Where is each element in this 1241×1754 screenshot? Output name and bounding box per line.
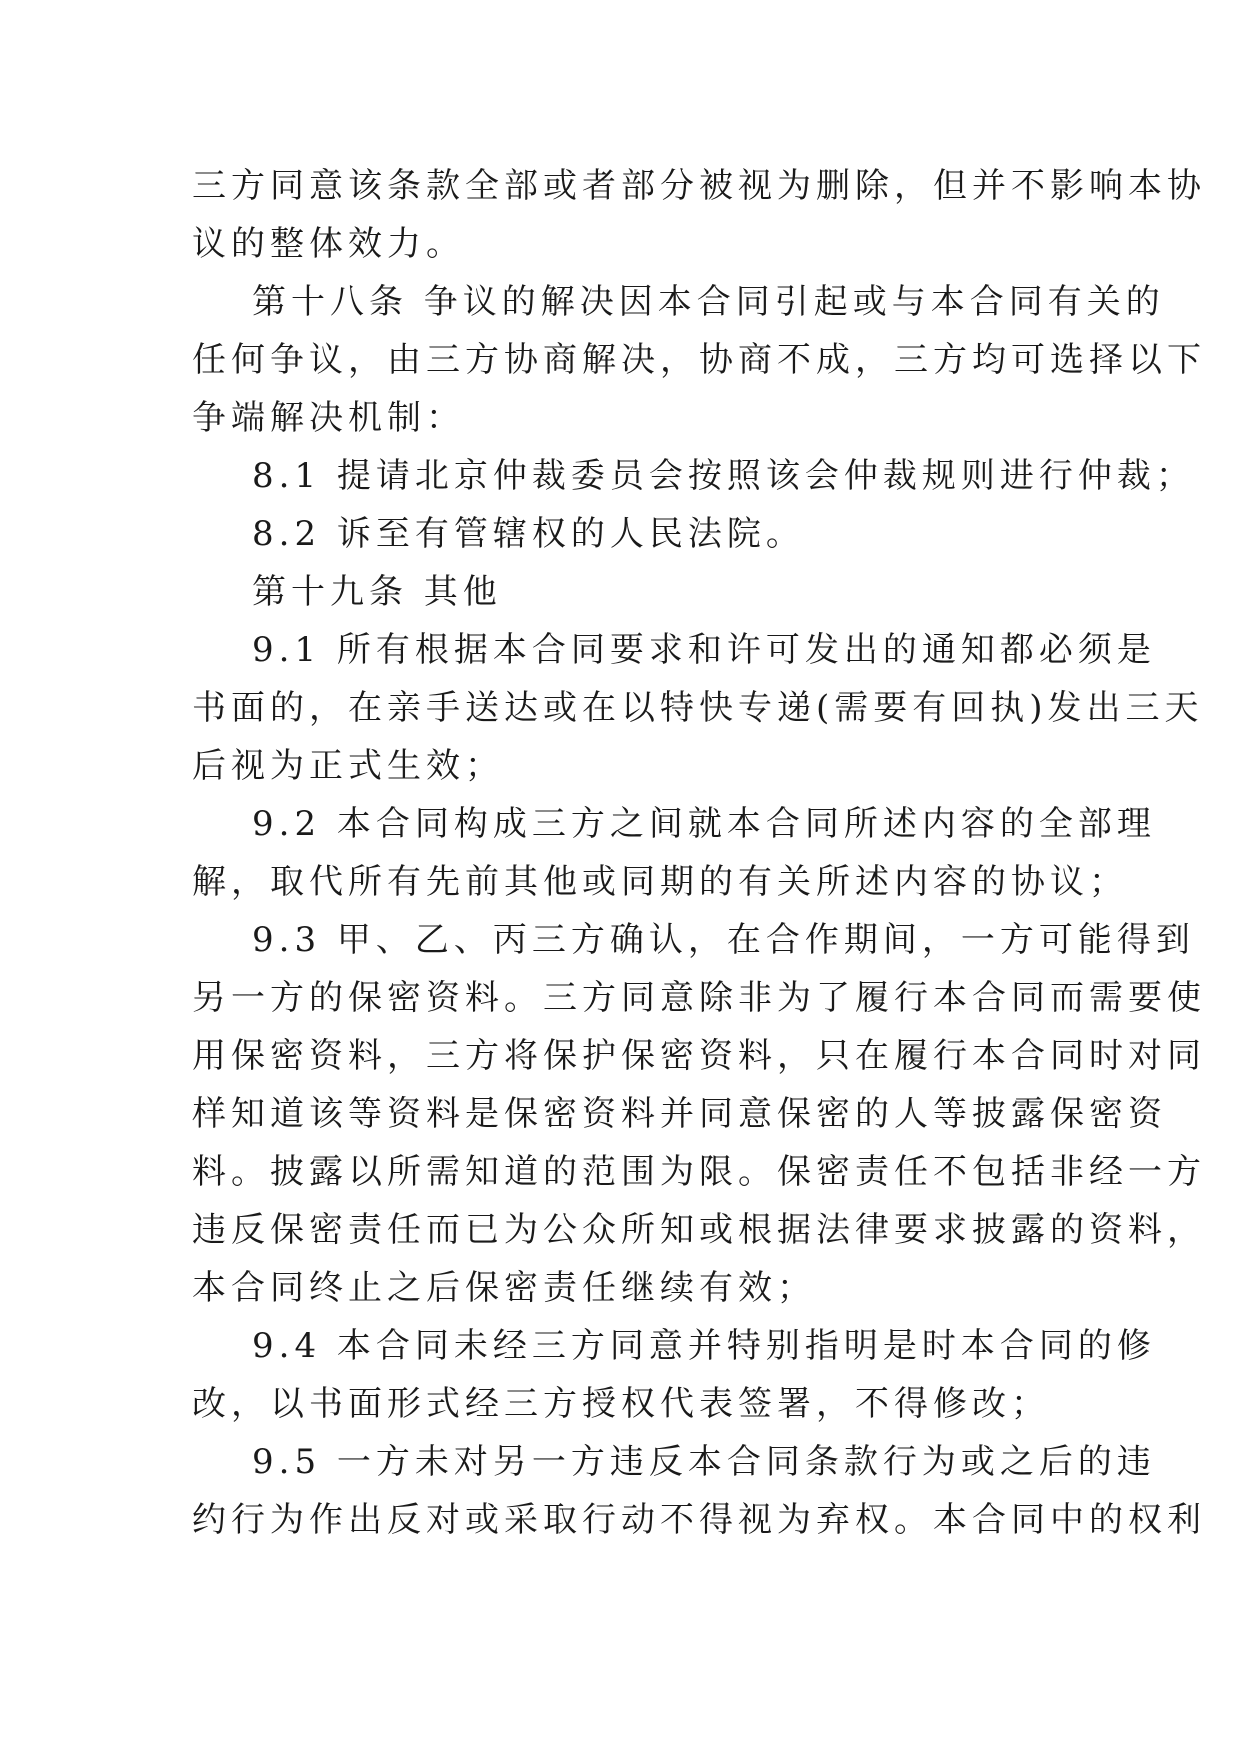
clause-8-1-line: 8.1 提请北京仲裁委员会按照该会仲裁规则进行仲裁； — [252, 456, 1195, 496]
body-text-line: 三方同意该条款全部或者部分被视为删除，但并不影响本协 — [192, 166, 1206, 206]
body-text-line: 改，以书面形式经三方授权代表签署，不得修改； — [192, 1384, 1050, 1424]
body-text-line: 争端解决机制： — [192, 398, 465, 438]
body-text-line: 本合同终止之后保密责任继续有效； — [192, 1268, 816, 1308]
clause-8-2-line: 8.2 诉至有管辖权的人民法院。 — [252, 514, 805, 554]
body-text-line: 约行为作出反对或采取行动不得视为弃权。本合同中的权利 — [192, 1500, 1206, 1540]
article-19-heading: 第十九条 其他 — [252, 572, 502, 612]
body-text-line: 任何争议，由三方协商解决，协商不成，三方均可选择以下 — [192, 340, 1206, 380]
clause-9-4-line: 9.4 本合同未经三方同意并特别指明是时本合同的修 — [252, 1326, 1156, 1366]
body-text-line: 解，取代所有先前其他或同期的有关所述内容的协议； — [192, 862, 1128, 902]
clause-9-5-line: 9.5 一方未对另一方违反本合同条款行为或之后的违 — [252, 1442, 1156, 1482]
clause-9-2-line: 9.2 本合同构成三方之间就本合同所述内容的全部理 — [252, 804, 1156, 844]
clause-9-1-line: 9.1 所有根据本合同要求和许可发出的通知都必须是 — [252, 630, 1156, 670]
body-text-line: 另一方的保密资料。三方同意除非为了履行本合同而需要使 — [192, 978, 1206, 1018]
body-text-line: 料。披露以所需知道的范围为限。保密责任不包括非经一方 — [192, 1152, 1206, 1192]
body-text-line: 书面的，在亲手送达或在以特快专递(需要有回执)发出三天 — [192, 688, 1204, 728]
body-text-line: 后视为正式生效； — [192, 746, 504, 786]
body-text-line: 议的整体效力。 — [192, 224, 465, 264]
body-text-line: 用保密资料，三方将保护保密资料，只在履行本合同时对同 — [192, 1036, 1206, 1076]
article-18-heading-line: 第十八条 争议的解决因本合同引起或与本合同有关的 — [252, 282, 1165, 322]
body-text-line: 违反保密责任而已为公众所知或根据法律要求披露的资料， — [192, 1210, 1206, 1250]
clause-9-3-line: 9.3 甲、乙、丙三方确认，在合作期间，一方可能得到 — [252, 920, 1195, 960]
body-text-line: 样知道该等资料是保密资料并同意保密的人等披露保密资 — [192, 1094, 1167, 1134]
